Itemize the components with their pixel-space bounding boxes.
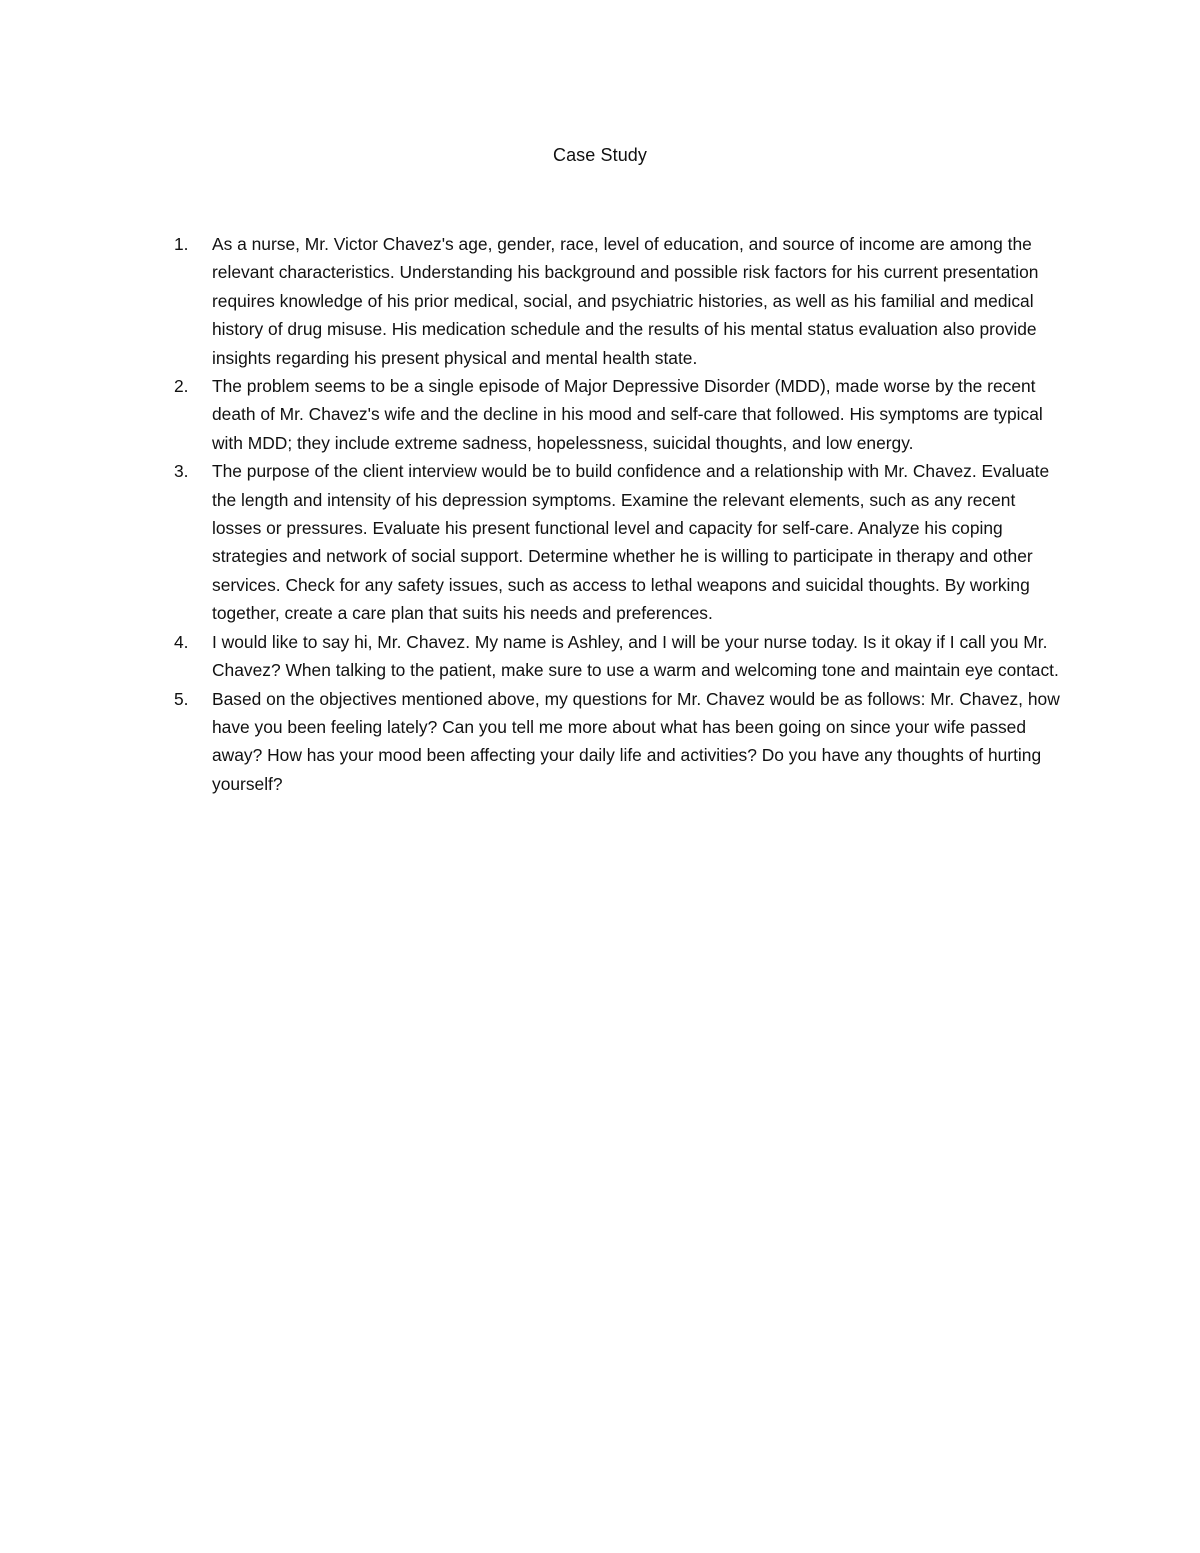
list-item-number: 1. — [174, 234, 189, 254]
list-item-text: Based on the objectives mentioned above, my questions for Mr. Chavez would be as follows: Mr. Chavez, how have you been feeling lately? Can you tell me more about what has been going on since your wife passed away? How has your mood been affecting your daily life and activities? Do you have any thoughts of hurting yourself? — [212, 688, 1060, 794]
list-item — [174, 230, 1064, 372]
list-item — [174, 457, 1064, 627]
list-item-text: The purpose of the client interview would be to build confidence and a relationship with Mr. Chavez. Evaluate the length and intensity of his depression symptoms. Examine the relevant elements, such as any recent losses or pressures. Evaluate his present functional level and capacity for self-care. Analyze his coping strategies and network of social support. Determine whether he is willing to participate in therapy and other services. Check for any safety issues, such as access to lethal weapons and suicidal thoughts. By working together, create a care plan that suits his needs and preferences. — [212, 461, 1050, 624]
list-item-number: 5. — [174, 688, 189, 709]
list-item-text: The problem seems to be a single episode of Major Depressive Disorder (MDD), made worse by the recent death of Mr. Chavez's wife and the decline in his mood and self-care that followed. His symptoms are typical with MDD; they include extreme sadness, hopelessness, suicidal thoughts, and low energy. — [212, 376, 1043, 453]
list-item-text: As a nurse, Mr. Victor Chavez's age, gender, race, level of education, and source of income are among the relevant characteristics. Understanding his background and possible risk factors for his current presentation requires knowledge of his prior medical, social, and psychiatric histories, as well as his familial and medical history of drug misuse. His medication schedule and the results of his mental status evaluation also provide insights regarding his present physical and mental health state. — [212, 234, 1039, 368]
list-item-number: 2. — [174, 376, 189, 397]
list-item-text: I would like to say hi, Mr. Chavez. My name is Ashley, and I will be your nurse today. Is it okay if I call you Mr. Chavez? When talking to the patient, make sure to use a warm and welcoming tone and maintain eye contact. — [212, 631, 1059, 681]
numbered-list — [174, 230, 1064, 798]
list-item — [174, 685, 1064, 799]
list-item — [174, 628, 1064, 685]
list-item — [174, 372, 1064, 457]
list-item-number: 3. — [174, 461, 189, 482]
list-item-number: 4. — [174, 631, 189, 652]
document-title: Case Study — [552, 145, 648, 165]
